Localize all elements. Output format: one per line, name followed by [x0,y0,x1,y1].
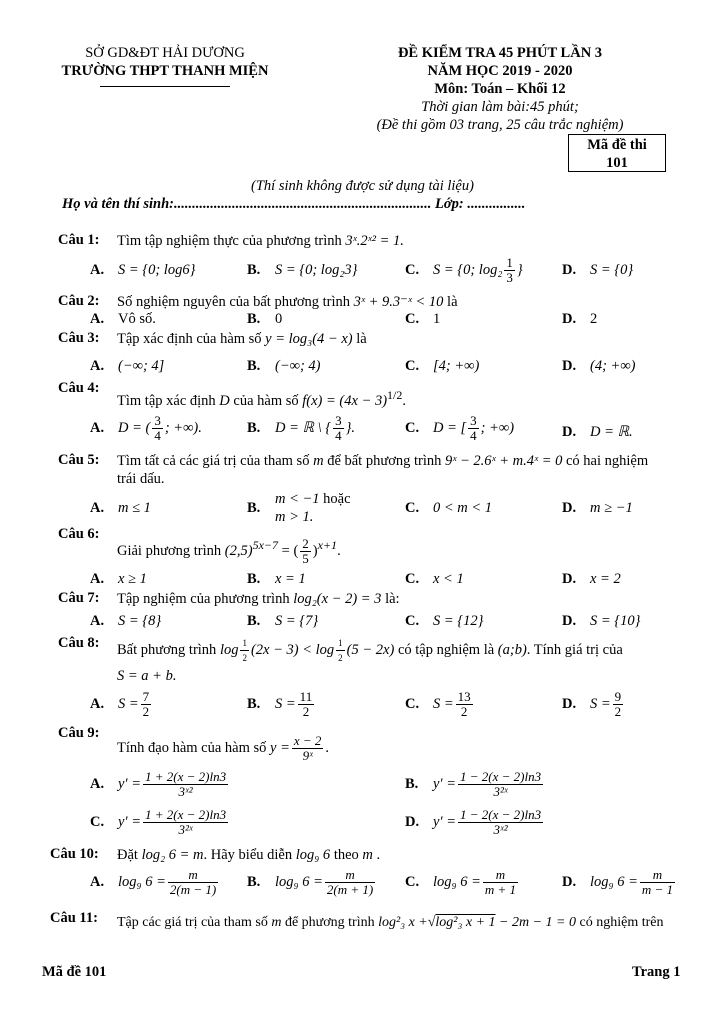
frac-num: 3 [154,413,161,428]
frac-den: 4 [470,428,477,443]
option-letter: D. [405,813,420,830]
formula: log₂(x − 2) = 3 [293,591,382,607]
question-text: là [447,294,458,310]
option-letter: C. [405,419,420,436]
frac-num: 1 [240,636,249,651]
option-text: S = {10} [590,613,641,629]
option-letter: C. [405,500,420,516]
option-text: y′ = [118,813,142,830]
school-year: NĂM HỌC 2019 - 2020 [427,63,573,79]
option-text: D = ( [118,419,151,436]
page-info: (Đề thi gồm 03 trang, 25 câu trắc nghiệm) [376,117,624,133]
option-c[interactable] [405,868,520,897]
option-letter: A. [90,695,105,712]
question-text: theo [333,847,359,863]
question-text: Tìm tập nghiệm thực của phương trình [117,233,342,249]
question-9-text: Tính đạo hàm của hàm số y = $\frac{x - 2}{\text{9ˣ}}$ . [117,733,330,763]
option-a[interactable] [90,262,195,279]
option-text: [4; +∞) [433,358,480,374]
header-left [40,44,290,87]
option-text: y′ = [433,813,457,830]
option-text: S = {8} [118,613,162,629]
formula: log²₃ x + 1 [435,915,496,930]
option-b[interactable] [247,571,306,588]
option-letter: C. [405,695,420,712]
option-text: 0 [275,311,283,327]
question-text: Giải phương trình [117,542,222,559]
frac-den: 3²ˣ [178,822,193,837]
option-letter: B. [247,571,261,587]
exponent: x+1 [317,538,338,552]
option-letter: B. [405,775,419,792]
question-2 [58,293,116,310]
exponent: 1/2 [387,388,403,402]
frac-den: 2 [460,704,468,719]
frac-den: 2 [614,704,622,719]
frac-den: 2 [142,704,150,719]
question-text: có tập nghiệm là [397,641,495,658]
option-d[interactable] [562,262,633,279]
question-11-text: Tập các giá trị của tham số m để phương trình log²₃ x +√log²₃ x + 1 − 2m − 1 = 0 có nghiệm trên [117,915,664,930]
frac-den: 2 [242,653,247,663]
option-text: D = [ [433,419,467,436]
var: m [362,847,373,863]
frac-den: 2(m − 1) [169,882,217,897]
frac-den: 4 [154,428,161,443]
option-text: y′ = [118,775,142,792]
question-text: là: [385,591,400,607]
frac-num: 1 [336,636,345,651]
option-letter: B. [247,358,261,374]
option-a[interactable] [90,690,153,719]
option-text: ; +∞). [164,419,202,436]
question-label: Câu 3: [58,330,100,346]
option-text: hoặc [323,491,351,507]
formula: (2x − 3) < log [250,641,335,658]
question-text: trái dấu. [117,471,165,487]
question-text: . Tính giá trị của [526,641,623,658]
frac-num: 11 [299,689,313,704]
question-8-line2: S = a + b. [117,668,177,684]
formula: log [219,641,239,658]
question-11 [50,910,116,927]
question-6-text: Giải phương trình $(2,5)^{5x-7}$ = ( $\frac{2}{5}$ )$^{x+1}$. [117,536,341,566]
frac-num: 1 + 2(x − 2)ln3 [145,769,227,784]
question-label: Câu 7: [58,590,100,606]
formula: log²₃ x + [378,915,428,930]
header-right [330,44,670,134]
formula: (a;b) [497,641,527,658]
department: SỞ GD&ĐT HẢI DƯƠNG [85,45,245,61]
exponent: 5x−7 [252,538,278,552]
question-10 [50,846,116,863]
frac-num: 9 [614,689,622,704]
option-text: D = ℝ \ { [275,419,332,436]
option-a[interactable] [90,571,147,588]
option-c[interactable] [405,690,475,719]
question-text: Tìm tập xác định [117,392,216,409]
question-label: Câu 5: [58,452,100,468]
frac-num: x − 2 [293,733,322,748]
question-5-text [117,452,697,488]
option-d[interactable] [562,868,677,897]
question-text: Tập xác định của hàm số [117,331,262,347]
option-letter: A. [90,419,105,436]
question-6 [58,526,116,543]
option-letter: C. [405,571,420,587]
option-c[interactable] [405,571,464,588]
question-8-text [117,636,697,665]
option-text: S = {0; log₂ [433,261,503,278]
formula: y = log₃(4 − x) [265,331,353,347]
option-text: m ≤ 1 [118,500,151,516]
option-text: S = [433,695,454,712]
formula: − 2m − 1 = 0 [499,915,576,930]
option-b[interactable] [247,500,275,517]
option-letter: D. [562,500,577,516]
option-c[interactable] [405,414,514,443]
formula: 9ˣ − 2.6ˣ + m.4ˣ = 0 [445,453,563,469]
question-3-text [117,330,697,348]
option-text: x = 2 [590,571,621,587]
option-letter: D. [562,311,577,327]
frac-den: 3 [506,270,513,285]
option-text: m > 1. [275,509,314,525]
school-name: TRƯỜNG THPT THANH MIỆN [61,63,269,79]
option-text: S = {0} [590,262,634,278]
option-text: 1 [433,311,441,327]
question-text: . Hãy biểu diễn [203,847,293,863]
option-a[interactable] [90,770,230,799]
subject: Môn: Toán – Khối 12 [434,81,566,97]
option-d[interactable] [405,808,545,837]
question-text: Tập nghiệm của phương trình [117,591,290,607]
frac-num: 1 [506,255,513,270]
option-text: S = {0; log₂3} [275,262,358,278]
option-b[interactable] [247,358,320,375]
option-letter: B. [247,262,261,278]
option-b[interactable] [247,311,282,328]
formula: log₂ 6 = m [141,847,204,863]
option-text: S = {7} [275,613,319,629]
option-text: (−∞; 4) [275,358,321,374]
option-text: log₉ 6 = [275,873,323,890]
exam-code: 101 [606,155,628,171]
footer-exam-code: Mã đề 101 [42,964,107,980]
formula: y = [270,739,290,756]
option-letter: A. [90,571,105,587]
option-text: S = {12} [433,613,484,629]
option-text: S = [590,695,611,712]
frac-num: m [325,868,375,883]
option-letter: B. [247,311,261,327]
frac-num: m [640,868,675,883]
question-label: Câu 11: [50,910,98,926]
option-letter: C. [405,261,420,278]
option-c[interactable] [90,808,230,837]
frac-den: m + 1 [484,882,517,897]
frac-den: 3ˣ² [493,822,508,837]
option-b-text [275,490,351,526]
exam-title: ĐỀ KIỂM TRA 45 PHÚT LẦN 3 [397,45,603,61]
question-text: của hàm số [233,392,299,409]
option-letter: B. [247,695,261,712]
frac-den: 3ˣ² [178,784,193,799]
frac-den: 2(m + 1) [326,882,374,897]
option-letter: D. [562,424,577,440]
question-8 [58,635,116,652]
option-text: (−∞; 4] [118,358,165,374]
student-info-line: Họ và tên thí sinh:....................................................................... Lớp: ................ [62,196,526,212]
question-text: Bất phương trình [117,641,217,658]
option-letter: D. [562,873,577,890]
option-text: m < −1 [275,491,320,507]
frac-den: 3²ˣ [493,784,508,799]
option-b[interactable] [247,414,355,443]
option-c[interactable] [405,311,440,328]
option-b[interactable] [247,262,357,279]
question-label: Câu 8: [58,635,100,651]
option-d[interactable] [562,613,640,630]
question-text: có hai nghiệm [565,453,649,469]
option-text: m ≥ −1 [590,500,633,516]
formula: (2,5) [224,542,253,559]
option-a[interactable] [90,358,164,375]
var: m [271,915,282,930]
question-label: Câu 4: [58,380,100,396]
option-text: 2 [590,311,598,327]
exam-code-box [568,134,666,172]
option-letter: B. [247,419,261,436]
question-label: Câu 6: [58,526,100,542]
option-letter: B. [247,873,261,890]
question-text: để bất phương trình [327,453,442,469]
question-text: Tìm tất cả các giá trị của tham số [117,453,310,469]
option-text: (4; +∞) [590,358,636,374]
option-text: D = ℝ. [590,424,633,440]
question-2-text [117,293,697,311]
option-letter: B. [247,500,261,516]
option-letter: D. [562,695,577,712]
question-text: có nghiệm trên [579,915,664,930]
question-text: để phương trình [284,915,375,930]
option-letter: D. [562,613,577,629]
option-a[interactable] [90,414,202,443]
question-label: Câu 1: [58,232,100,248]
time-limit: Thời gian làm bài:45 phút; [421,99,579,115]
option-a[interactable] [90,868,220,897]
exam-code-label: Mã đề thi [587,137,647,153]
frac-den: 5 [302,551,309,566]
option-letter: B. [247,613,261,629]
frac-num: 1 − 2(x − 2)ln3 [460,769,542,784]
option-letter: A. [90,613,105,629]
option-letter: D. [562,262,577,278]
frac-num: m [483,868,518,883]
formula: (5 − 2x) [346,641,395,658]
option-letter: C. [405,873,420,890]
frac-den: 4 [335,428,342,443]
question-1-text [117,232,697,250]
frac-num: 3 [335,413,342,428]
frac-den: 2 [302,704,310,719]
question-9 [58,725,116,742]
option-text: 0 < m < 1 [433,500,493,516]
option-letter: A. [90,500,105,516]
option-b[interactable] [247,868,377,897]
option-a[interactable] [90,613,161,630]
frac-num: 2 [302,536,309,551]
frac-num: 1 − 2(x − 2)ln3 [460,807,542,822]
divider [100,86,230,87]
option-d[interactable] [562,424,633,441]
option-c[interactable] [405,613,483,630]
option-text: Vô số. [118,311,156,327]
option-text: S = {0; log6} [118,262,196,278]
option-text: ; +∞) [480,419,515,436]
frac-den: 2 [338,653,343,663]
question-5 [58,452,116,469]
option-c[interactable] [405,358,479,375]
option-text: x < 1 [433,571,464,587]
question-text: là [356,331,367,347]
option-text: y′ = [433,775,457,792]
option-b[interactable] [405,770,545,799]
frac-num: 3 [470,413,477,428]
question-label: Câu 9: [58,725,100,741]
question-1 [58,232,116,249]
option-letter: A. [90,262,105,278]
question-7-text [117,590,697,608]
var: D [219,392,230,409]
option-letter: C. [405,358,420,374]
frac-num: 13 [457,689,471,704]
question-4-text: Tìm tập xác định D của hàm số $f(x) = (4x - 3)^{1/2}$. [117,388,407,409]
question-3 [58,330,116,347]
option-text: log₉ 6 = [433,873,481,890]
option-text: x = 1 [275,571,306,587]
frac-num: 1 + 2(x − 2)ln3 [145,807,227,822]
option-d[interactable] [562,358,635,375]
option-d[interactable] [562,690,625,719]
option-b[interactable] [247,613,318,630]
option-text: S = [118,695,139,712]
option-d[interactable] [562,311,597,328]
var: m [313,453,324,469]
note: (Thí sinh không được sử dụng tài liệu) [251,178,474,194]
question-label: Câu 2: [58,293,100,309]
option-a[interactable] [90,500,151,517]
question-4 [58,380,116,397]
option-d[interactable] [562,500,633,517]
frac-num: 7 [142,689,150,704]
option-letter: C. [405,613,420,629]
option-text: log₉ 6 = [118,873,166,890]
footer-page-number: Trang 1 [632,964,681,980]
option-text: log₉ 6 = [590,873,638,890]
option-letter: A. [90,775,105,792]
formula: 3ˣ.2ˣ² = 1. [345,233,404,249]
option-text: } [516,261,523,278]
question-text: Tính đạo hàm của hàm số [117,739,267,756]
question-text: Tập các giá trị của tham số [117,915,268,930]
option-c[interactable] [405,500,492,517]
formula: f(x) = (4x − 3) [302,392,388,409]
option-c[interactable] [405,256,523,285]
option-text: S = [275,695,296,712]
option-d[interactable] [562,571,621,588]
option-letter: A. [90,311,105,327]
option-letter: D. [562,571,577,587]
frac-den: m − 1 [641,882,674,897]
option-letter: C. [405,311,420,327]
question-7 [58,590,116,607]
frac-den: 9ˣ [302,748,313,763]
question-10-text: Đặt log₂ 6 = m. Hãy biểu diễn log₉ 6 theo m . [117,847,381,863]
option-text: x ≥ 1 [118,571,147,587]
option-b[interactable] [247,690,316,719]
option-letter: A. [90,358,105,374]
option-letter: A. [90,873,105,890]
formula: 3ˣ + 9.3⁻ˣ < 10 [353,294,444,310]
option-text: }. [345,419,356,436]
option-letter: D. [562,358,577,374]
question-label: Câu 10: [50,846,99,862]
question-text: Số nghiệm nguyên của bất phương trình [117,294,350,310]
formula: log₉ 6 [295,847,331,863]
question-text: Đặt [117,847,138,863]
option-a[interactable] [90,311,156,328]
formula: = [278,542,294,559]
frac-num: m [168,868,218,883]
option-letter: C. [90,813,105,830]
